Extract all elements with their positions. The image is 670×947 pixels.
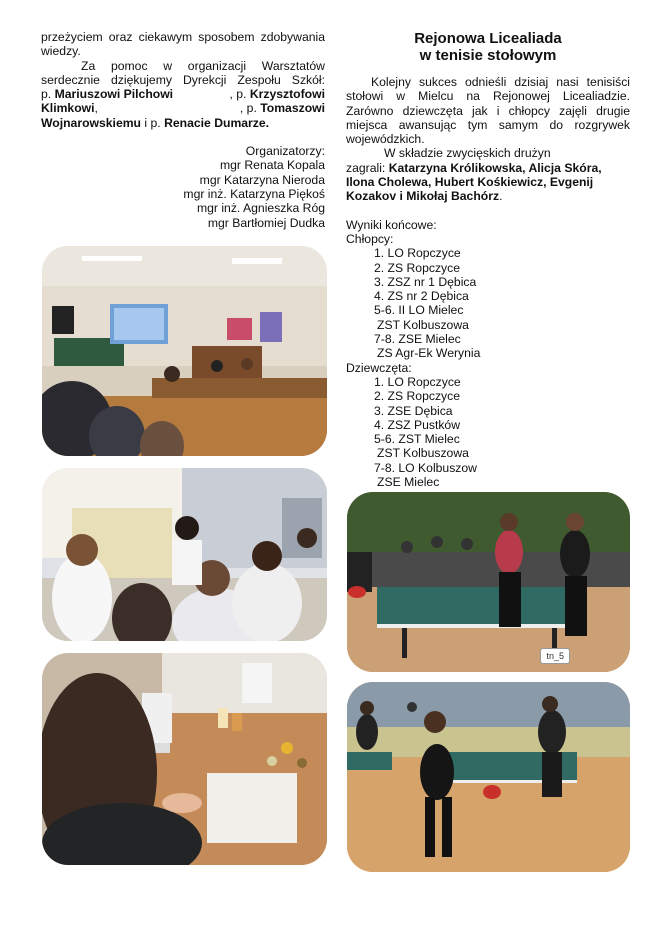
article-title: Rejonowa Licealiada (414, 30, 562, 47)
girls-label: Dziewczęta: (346, 360, 412, 375)
players-list: Katarzyna Królikowska, Alicja Skóra, Ilona Cholewa, Hubert Kośkiewicz, Evgenij Kozakov i Mikołaj Bachórz (346, 160, 602, 204)
laboratory-students-photo (42, 468, 327, 641)
left-text-block (41, 30, 325, 230)
players-end: . (499, 189, 503, 204)
thanks-names-line: Klimkowi, , p. Tomaszowi (41, 101, 325, 116)
organizer-name: mgr inż. Katarzyna Piękoś (183, 186, 325, 201)
article-paragraph: Kolejny sukces odnieśli dzisiaj nasi tenisiści (371, 75, 630, 89)
results-label: Wyniki końcowe: (346, 217, 437, 232)
article-title: w tenisie stołowym (419, 47, 557, 64)
intro-text-line: wiedzy. (41, 44, 81, 59)
organizer-name: mgr Renata Kopala (219, 158, 325, 173)
photo-tag: tn_5 (540, 648, 570, 664)
result-item: 1. LO Ropczyce (374, 374, 461, 389)
table-tennis-girls-photo (347, 492, 630, 672)
thanks-name: Krzysztofowi (249, 87, 325, 102)
players-lead: zagrali: (346, 160, 386, 175)
thanks-name: Klimkowi (41, 101, 95, 116)
result-item: ZSE Mielec (377, 475, 440, 490)
thanks-name: Tomaszowi (260, 101, 325, 116)
thanks-name: Renacie Dumarze. (164, 115, 270, 130)
boys-label: Chłopcy: (346, 231, 394, 246)
thanks-prefix: , p. (239, 101, 257, 116)
article-paragraph: W składzie zwycięskich drużyn (384, 146, 551, 161)
result-item: 4. ZSZ Pustków (374, 417, 461, 432)
result-item: 7-8. LO Kolbuszow (374, 460, 477, 475)
result-item: 4. ZS nr 2 Dębica (374, 289, 469, 304)
intro-text-line: przeżyciem oraz ciekawym sposobem zdobywania (41, 30, 325, 44)
thanks-name: Mariuszowi Pilchowi (54, 87, 174, 102)
thanks-text-line: serdecznie dziękujemy Dyrekcji Zespołu Szkół: (41, 72, 325, 87)
thanks-prefix: i p. (144, 115, 161, 130)
organizer-name: mgr Katarzyna Nieroda (199, 172, 325, 187)
result-item: 3. ZSZ nr 1 Dębica (374, 274, 477, 289)
result-item: 2. ZS Ropczyce (374, 389, 461, 404)
result-item: 7-8. ZSE Mielec (374, 332, 461, 347)
organizer-name: mgr inż. Agnieszka Róg (196, 201, 325, 216)
result-item: ZS Agr-Ek Werynia (377, 346, 481, 361)
thanks-prefix: , p. (229, 87, 247, 102)
thanks-name: Wojnarowskiemu (41, 115, 142, 130)
organizers-label: Organizatorzy: (245, 144, 325, 159)
thanks-names-line (41, 116, 325, 130)
workshop-classroom-photo (42, 246, 327, 456)
result-item: ZST Kolbuszowa (377, 446, 469, 461)
article-paragraph: stołowi w Mielcu na Rejonowej Licealiadzie. Zarówno dziewczęta jak i chłopcy zajęli drugie miejsca awansując tym samym do rozgrywek wojewódzkich. (346, 89, 630, 147)
table-tennis-boys-photo (347, 682, 630, 872)
thanks-text-line: Za pomoc w organizacji Warsztatów (81, 58, 325, 73)
article-paragraph (346, 161, 630, 204)
organizer-name: mgr Bartłomiej Dudka (207, 215, 325, 230)
thanks-names-line (41, 87, 325, 101)
result-item: 1. LO Ropczyce (374, 246, 461, 261)
result-item: ZST Kolbuszowa (377, 317, 469, 332)
article-block (346, 30, 630, 489)
result-item: 3. ZSE Dębica (374, 403, 453, 418)
microscope-lab-photo (42, 653, 327, 865)
result-item: 2. ZS Ropczyce (374, 260, 461, 275)
thanks-prefix: p. (41, 87, 52, 102)
result-item: 5-6. II LO Mielec (374, 303, 464, 318)
result-item: 5-6. ZST Mielec (374, 432, 460, 447)
